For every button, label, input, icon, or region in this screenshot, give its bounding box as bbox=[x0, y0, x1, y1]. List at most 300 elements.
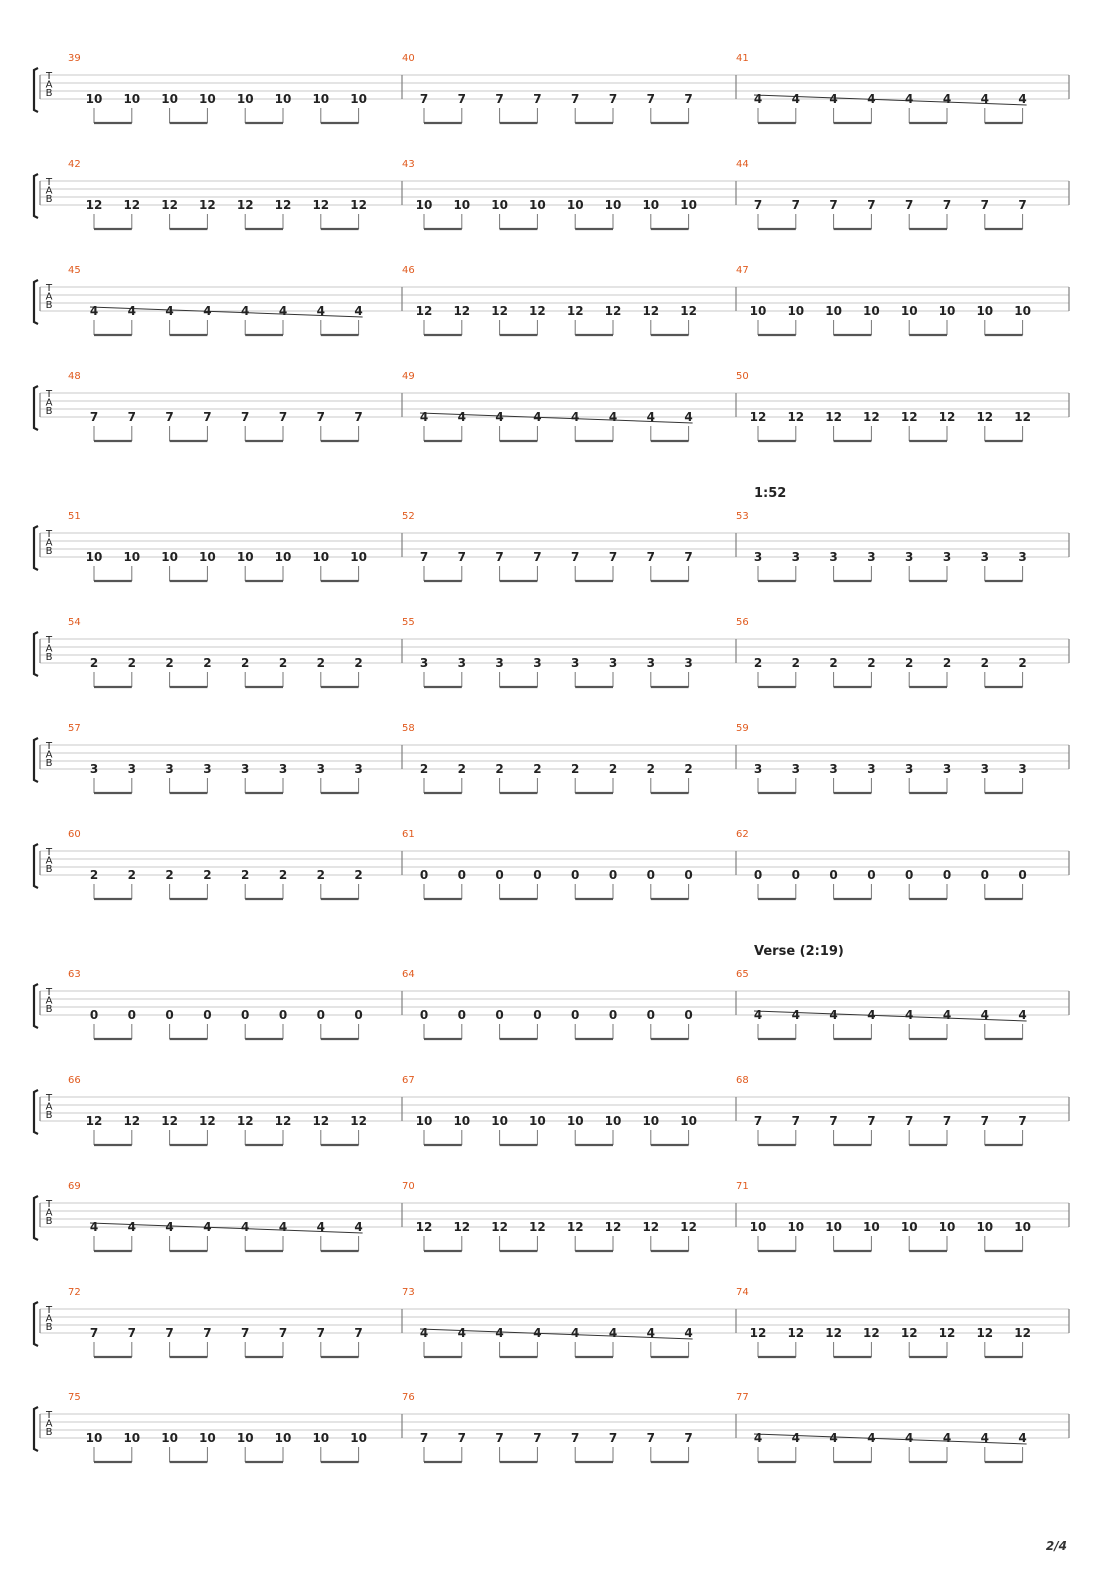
tab-letter-t: T bbox=[45, 389, 53, 400]
fret-number: 7 bbox=[684, 550, 693, 564]
tab-letter-b: B bbox=[45, 1322, 53, 1333]
tab-letter-t: T bbox=[45, 1199, 53, 1210]
fret-number: 4 bbox=[791, 92, 800, 106]
fret-number: 10 bbox=[123, 1431, 141, 1445]
measure-number: 57 bbox=[68, 723, 81, 734]
fret-number: 10 bbox=[825, 304, 842, 318]
fret-number: 7 bbox=[419, 1431, 429, 1445]
fret-number: 7 bbox=[571, 92, 580, 106]
fret-number: 3 bbox=[1018, 762, 1027, 776]
fret-number: 4 bbox=[419, 410, 429, 424]
page-number: 2/4 bbox=[1045, 1539, 1067, 1553]
fret-number: 10 bbox=[529, 1114, 546, 1128]
fret-number: 10 bbox=[1014, 1220, 1031, 1234]
fret-number: 12 bbox=[274, 198, 292, 212]
fret-number: 10 bbox=[350, 92, 367, 106]
fret-number: 12 bbox=[491, 1220, 508, 1234]
tab-letter-t: T bbox=[45, 529, 53, 540]
fret-number: 3 bbox=[419, 656, 429, 670]
fret-number: 2 bbox=[127, 868, 136, 882]
fret-number: 2 bbox=[203, 868, 212, 882]
fret-number: 4 bbox=[1018, 1431, 1027, 1445]
fret-number: 12 bbox=[161, 1114, 178, 1128]
fret-number: 3 bbox=[608, 656, 618, 670]
fret-number: 7 bbox=[165, 1326, 174, 1340]
fret-number: 12 bbox=[312, 1114, 330, 1128]
fret-number: 4 bbox=[316, 1220, 325, 1234]
fret-number: 7 bbox=[867, 1114, 876, 1128]
fret-number: 4 bbox=[608, 410, 618, 424]
fret-number: 12 bbox=[863, 1326, 880, 1340]
fret-number: 3 bbox=[980, 762, 989, 776]
fret-number: 7 bbox=[495, 92, 504, 106]
tab-letter-a: A bbox=[45, 185, 53, 197]
fret-number: 0 bbox=[684, 1008, 693, 1022]
fret-number: 3 bbox=[354, 762, 363, 776]
fret-number: 12 bbox=[642, 304, 660, 318]
measure-number: 68 bbox=[736, 1075, 749, 1086]
fret-number: 10 bbox=[161, 1431, 178, 1445]
fret-number: 2 bbox=[165, 868, 174, 882]
fret-number: 0 bbox=[165, 1008, 174, 1022]
fret-number: 10 bbox=[312, 550, 330, 564]
fret-number: 10 bbox=[938, 304, 956, 318]
fret-number: 2 bbox=[533, 762, 542, 776]
tab-letter-a: A bbox=[45, 1313, 53, 1325]
fret-number: 2 bbox=[608, 762, 618, 776]
fret-number: 4 bbox=[241, 304, 250, 318]
fret-number: 10 bbox=[900, 1220, 918, 1234]
fret-number: 0 bbox=[354, 1008, 363, 1022]
fret-number: 12 bbox=[199, 1114, 216, 1128]
fret-number: 2 bbox=[278, 656, 288, 670]
tab-letter-b: B bbox=[45, 1427, 53, 1438]
measure-number: 40 bbox=[402, 53, 415, 64]
tab-letter-a: A bbox=[45, 79, 53, 91]
fret-number: 7 bbox=[829, 198, 838, 212]
fret-number: 2 bbox=[419, 762, 429, 776]
fret-number: 4 bbox=[753, 1431, 763, 1445]
fret-number: 12 bbox=[604, 1220, 622, 1234]
fret-number: 12 bbox=[529, 304, 546, 318]
measure-number: 45 bbox=[68, 265, 81, 276]
tab-letter-b: B bbox=[45, 1110, 53, 1121]
fret-number: 7 bbox=[905, 1114, 914, 1128]
fret-number: 4 bbox=[753, 1008, 763, 1022]
fret-number: 7 bbox=[354, 1326, 363, 1340]
fret-number: 4 bbox=[684, 410, 693, 424]
fret-number: 4 bbox=[829, 92, 838, 106]
fret-number: 0 bbox=[791, 868, 800, 882]
fret-number: 10 bbox=[161, 550, 178, 564]
fret-number: 7 bbox=[495, 1431, 504, 1445]
fret-number: 3 bbox=[942, 550, 952, 564]
fret-number: 12 bbox=[604, 304, 622, 318]
fret-number: 7 bbox=[1018, 198, 1027, 212]
fret-number: 10 bbox=[976, 304, 994, 318]
fret-number: 4 bbox=[905, 92, 914, 106]
fret-number: 4 bbox=[980, 92, 989, 106]
fret-number: 4 bbox=[753, 92, 763, 106]
fret-number: 0 bbox=[457, 868, 466, 882]
fret-number: 7 bbox=[791, 1114, 800, 1128]
fret-number: 4 bbox=[867, 1431, 876, 1445]
fret-number: 7 bbox=[980, 1114, 989, 1128]
fret-number: 3 bbox=[241, 762, 250, 776]
fret-number: 12 bbox=[491, 304, 508, 318]
measure-number: 70 bbox=[402, 1181, 415, 1192]
measure-number: 60 bbox=[68, 829, 81, 840]
measure-number: 77 bbox=[736, 1392, 749, 1403]
fret-number: 10 bbox=[312, 92, 330, 106]
fret-number: 3 bbox=[165, 762, 174, 776]
fret-number: 2 bbox=[753, 656, 763, 670]
fret-number: 12 bbox=[825, 1326, 842, 1340]
fret-number: 10 bbox=[415, 198, 433, 212]
staff-bracket bbox=[34, 1090, 38, 1134]
fret-number: 4 bbox=[165, 304, 174, 318]
fret-number: 10 bbox=[749, 304, 767, 318]
fret-number: 4 bbox=[495, 1326, 504, 1340]
fret-number: 0 bbox=[89, 1008, 99, 1022]
fret-number: 7 bbox=[127, 1326, 136, 1340]
tab-letter-b: B bbox=[45, 546, 53, 557]
fret-number: 10 bbox=[529, 198, 546, 212]
staff-bracket bbox=[34, 1407, 38, 1451]
tab-letter-b: B bbox=[45, 652, 53, 663]
tab-letter-a: A bbox=[45, 855, 53, 867]
fret-number: 2 bbox=[165, 656, 174, 670]
fret-number: 7 bbox=[905, 198, 914, 212]
fret-number: 2 bbox=[278, 868, 288, 882]
tab-letter-t: T bbox=[45, 847, 53, 858]
fret-number: 12 bbox=[787, 1326, 805, 1340]
fret-number: 0 bbox=[533, 1008, 542, 1022]
staff-bracket bbox=[34, 68, 38, 112]
measure-number: 76 bbox=[402, 1392, 415, 1403]
fret-number: 2 bbox=[571, 762, 580, 776]
fret-number: 3 bbox=[905, 762, 914, 776]
fret-number: 4 bbox=[905, 1431, 914, 1445]
fret-number: 2 bbox=[495, 762, 504, 776]
fret-number: 12 bbox=[680, 304, 697, 318]
fret-number: 2 bbox=[316, 656, 325, 670]
fret-number: 4 bbox=[791, 1431, 800, 1445]
measure-number: 71 bbox=[736, 1181, 749, 1192]
fret-number: 4 bbox=[316, 304, 325, 318]
fret-number: 10 bbox=[123, 550, 141, 564]
section-label: Verse (2:19) bbox=[754, 944, 844, 959]
fret-number: 10 bbox=[863, 304, 880, 318]
measure-number: 41 bbox=[736, 53, 749, 64]
fret-number: 7 bbox=[241, 1326, 250, 1340]
fret-number: 2 bbox=[684, 762, 693, 776]
fret-number: 0 bbox=[608, 1008, 618, 1022]
fret-number: 7 bbox=[354, 410, 363, 424]
fret-number: 4 bbox=[203, 304, 212, 318]
measure-number: 59 bbox=[736, 723, 749, 734]
fret-number: 10 bbox=[85, 92, 103, 106]
measure-number: 66 bbox=[68, 1075, 81, 1086]
fret-number: 10 bbox=[161, 92, 178, 106]
fret-number: 12 bbox=[453, 1220, 471, 1234]
fret-number: 10 bbox=[787, 1220, 805, 1234]
fret-number: 2 bbox=[241, 656, 250, 670]
fret-number: 4 bbox=[646, 410, 655, 424]
fret-number: 10 bbox=[491, 1114, 508, 1128]
fret-number: 10 bbox=[274, 550, 292, 564]
measure-number: 64 bbox=[402, 969, 415, 980]
fret-number: 7 bbox=[203, 410, 212, 424]
tab-letter-a: A bbox=[45, 749, 53, 761]
tab-letter-b: B bbox=[45, 1216, 53, 1227]
fret-number: 0 bbox=[571, 1008, 580, 1022]
section-label: 1:52 bbox=[754, 486, 787, 501]
measure-number: 43 bbox=[402, 159, 415, 170]
tab-letter-t: T bbox=[45, 1410, 53, 1421]
fret-number: 4 bbox=[1018, 1008, 1027, 1022]
fret-number: 7 bbox=[278, 1326, 288, 1340]
fret-number: 7 bbox=[753, 198, 763, 212]
fret-number: 10 bbox=[680, 1114, 697, 1128]
fret-number: 4 bbox=[241, 1220, 250, 1234]
fret-number: 3 bbox=[278, 762, 288, 776]
fret-number: 3 bbox=[942, 762, 952, 776]
tab-letter-a: A bbox=[45, 397, 53, 409]
measure-number: 44 bbox=[736, 159, 749, 170]
fret-number: 10 bbox=[566, 198, 584, 212]
measure-number: 48 bbox=[68, 371, 81, 382]
fret-number: 12 bbox=[787, 410, 805, 424]
fret-number: 0 bbox=[495, 1008, 504, 1022]
fret-number: 10 bbox=[1014, 304, 1031, 318]
fret-number: 12 bbox=[123, 198, 141, 212]
fret-number: 12 bbox=[900, 410, 918, 424]
fret-number: 0 bbox=[419, 868, 429, 882]
tab-letter-a: A bbox=[45, 1101, 53, 1113]
fret-number: 2 bbox=[203, 656, 212, 670]
fret-number: 4 bbox=[278, 304, 288, 318]
staff-bracket bbox=[34, 632, 38, 676]
fret-number: 0 bbox=[571, 868, 580, 882]
fret-number: 12 bbox=[863, 410, 880, 424]
fret-number: 12 bbox=[566, 304, 584, 318]
fret-number: 4 bbox=[608, 1326, 618, 1340]
fret-number: 10 bbox=[274, 92, 292, 106]
fret-number: 0 bbox=[316, 1008, 325, 1022]
fret-number: 7 bbox=[684, 1431, 693, 1445]
tab-letter-b: B bbox=[45, 194, 53, 205]
fret-number: 12 bbox=[350, 1114, 367, 1128]
fret-number: 4 bbox=[354, 304, 363, 318]
fret-number: 12 bbox=[123, 1114, 141, 1128]
fret-number: 12 bbox=[1014, 410, 1031, 424]
fret-number: 7 bbox=[457, 1431, 466, 1445]
fret-number: 7 bbox=[646, 550, 655, 564]
fret-number: 0 bbox=[1018, 868, 1027, 882]
tab-letter-b: B bbox=[45, 864, 53, 875]
fret-number: 4 bbox=[791, 1008, 800, 1022]
measure-number: 63 bbox=[68, 969, 81, 980]
fret-number: 2 bbox=[867, 656, 876, 670]
fret-number: 4 bbox=[684, 1326, 693, 1340]
staff-bracket bbox=[34, 386, 38, 430]
fret-number: 7 bbox=[791, 198, 800, 212]
tab-letter-t: T bbox=[45, 1305, 53, 1316]
fret-number: 2 bbox=[646, 762, 655, 776]
fret-number: 0 bbox=[278, 1008, 288, 1022]
fret-number: 10 bbox=[642, 198, 660, 212]
fret-number: 12 bbox=[900, 1326, 918, 1340]
fret-number: 7 bbox=[608, 1431, 618, 1445]
fret-number: 4 bbox=[533, 410, 542, 424]
fret-number: 4 bbox=[203, 1220, 212, 1234]
fret-number: 12 bbox=[749, 1326, 767, 1340]
fret-number: 3 bbox=[791, 550, 800, 564]
fret-number: 7 bbox=[457, 92, 466, 106]
fret-number: 4 bbox=[571, 1326, 580, 1340]
fret-number: 2 bbox=[241, 868, 250, 882]
fret-number: 10 bbox=[85, 1431, 103, 1445]
fret-number: 12 bbox=[453, 304, 471, 318]
fret-number: 10 bbox=[350, 550, 367, 564]
fret-number: 4 bbox=[980, 1008, 989, 1022]
measure-number: 75 bbox=[68, 1392, 81, 1403]
fret-number: 4 bbox=[829, 1008, 838, 1022]
fret-number: 12 bbox=[236, 1114, 254, 1128]
fret-number: 12 bbox=[199, 198, 216, 212]
fret-number: 12 bbox=[161, 198, 178, 212]
fret-number: 7 bbox=[684, 92, 693, 106]
fret-number: 4 bbox=[127, 1220, 136, 1234]
fret-number: 12 bbox=[680, 1220, 697, 1234]
fret-number: 12 bbox=[85, 1114, 103, 1128]
staff-bracket bbox=[34, 738, 38, 782]
fret-number: 7 bbox=[203, 1326, 212, 1340]
fret-number: 2 bbox=[127, 656, 136, 670]
fret-number: 7 bbox=[942, 198, 952, 212]
fret-number: 0 bbox=[203, 1008, 212, 1022]
fret-number: 3 bbox=[316, 762, 325, 776]
fret-number: 3 bbox=[791, 762, 800, 776]
fret-number: 3 bbox=[495, 656, 504, 670]
fret-number: 2 bbox=[1018, 656, 1027, 670]
fret-number: 12 bbox=[415, 304, 433, 318]
tab-letter-a: A bbox=[45, 1418, 53, 1430]
fret-number: 7 bbox=[419, 550, 429, 564]
staff-bracket bbox=[34, 844, 38, 888]
measure-number: 50 bbox=[736, 371, 749, 382]
fret-number: 12 bbox=[976, 410, 994, 424]
measure-number: 72 bbox=[68, 1287, 81, 1298]
fret-number: 0 bbox=[495, 868, 504, 882]
fret-number: 3 bbox=[127, 762, 136, 776]
tab-letter-t: T bbox=[45, 177, 53, 188]
fret-number: 10 bbox=[453, 1114, 471, 1128]
fret-number: 10 bbox=[566, 1114, 584, 1128]
measure-number: 53 bbox=[736, 511, 749, 522]
fret-number: 0 bbox=[457, 1008, 466, 1022]
fret-number: 0 bbox=[533, 868, 542, 882]
fret-number: 7 bbox=[533, 550, 542, 564]
fret-number: 10 bbox=[642, 1114, 660, 1128]
fret-number: 0 bbox=[980, 868, 989, 882]
fret-number: 7 bbox=[89, 410, 99, 424]
fret-number: 4 bbox=[867, 1008, 876, 1022]
tab-letter-t: T bbox=[45, 987, 53, 998]
fret-number: 0 bbox=[419, 1008, 429, 1022]
fret-number: 7 bbox=[571, 550, 580, 564]
tab-letter-t: T bbox=[45, 71, 53, 82]
fret-number: 4 bbox=[1018, 92, 1027, 106]
fret-number: 12 bbox=[312, 198, 330, 212]
fret-number: 10 bbox=[453, 198, 471, 212]
fret-number: 2 bbox=[354, 868, 363, 882]
fret-number: 3 bbox=[753, 762, 763, 776]
fret-number: 10 bbox=[415, 1114, 433, 1128]
tab-letter-t: T bbox=[45, 635, 53, 646]
fret-number: 12 bbox=[529, 1220, 546, 1234]
measure-number: 46 bbox=[402, 265, 415, 276]
fret-number: 12 bbox=[976, 1326, 994, 1340]
fret-number: 4 bbox=[646, 1326, 655, 1340]
fret-number: 10 bbox=[604, 198, 622, 212]
fret-number: 0 bbox=[753, 868, 763, 882]
tab-letter-t: T bbox=[45, 1093, 53, 1104]
fret-number: 2 bbox=[316, 868, 325, 882]
fret-number: 4 bbox=[89, 304, 99, 318]
fret-number: 3 bbox=[457, 656, 466, 670]
measure-number: 42 bbox=[68, 159, 81, 170]
fret-number: 10 bbox=[749, 1220, 767, 1234]
fret-number: 0 bbox=[646, 868, 655, 882]
fret-number: 0 bbox=[829, 868, 838, 882]
staff-bracket bbox=[34, 280, 38, 324]
fret-number: 12 bbox=[274, 1114, 292, 1128]
fret-number: 12 bbox=[938, 410, 956, 424]
fret-number: 2 bbox=[457, 762, 466, 776]
fret-number: 7 bbox=[608, 550, 618, 564]
fret-number: 10 bbox=[900, 304, 918, 318]
fret-number: 4 bbox=[495, 410, 504, 424]
staff-bracket bbox=[34, 174, 38, 218]
fret-number: 2 bbox=[89, 868, 99, 882]
fret-number: 2 bbox=[980, 656, 989, 670]
fret-number: 7 bbox=[942, 1114, 952, 1128]
fret-number: 7 bbox=[646, 1431, 655, 1445]
fret-number: 0 bbox=[608, 868, 618, 882]
fret-number: 10 bbox=[863, 1220, 880, 1234]
fret-number: 7 bbox=[1018, 1114, 1027, 1128]
fret-number: 3 bbox=[867, 550, 876, 564]
fret-number: 4 bbox=[533, 1326, 542, 1340]
fret-number: 2 bbox=[354, 656, 363, 670]
fret-number: 12 bbox=[236, 198, 254, 212]
fret-number: 12 bbox=[1014, 1326, 1031, 1340]
tab-letter-a: A bbox=[45, 291, 53, 303]
fret-number: 10 bbox=[350, 1431, 367, 1445]
fret-number: 4 bbox=[942, 1431, 952, 1445]
fret-number: 2 bbox=[905, 656, 914, 670]
fret-number: 4 bbox=[571, 410, 580, 424]
fret-number: 10 bbox=[199, 92, 216, 106]
tab-letter-a: A bbox=[45, 643, 53, 655]
fret-number: 3 bbox=[89, 762, 99, 776]
fret-number: 7 bbox=[571, 1431, 580, 1445]
tab-letter-b: B bbox=[45, 758, 53, 769]
fret-number: 0 bbox=[646, 1008, 655, 1022]
staff-bracket bbox=[34, 1302, 38, 1346]
